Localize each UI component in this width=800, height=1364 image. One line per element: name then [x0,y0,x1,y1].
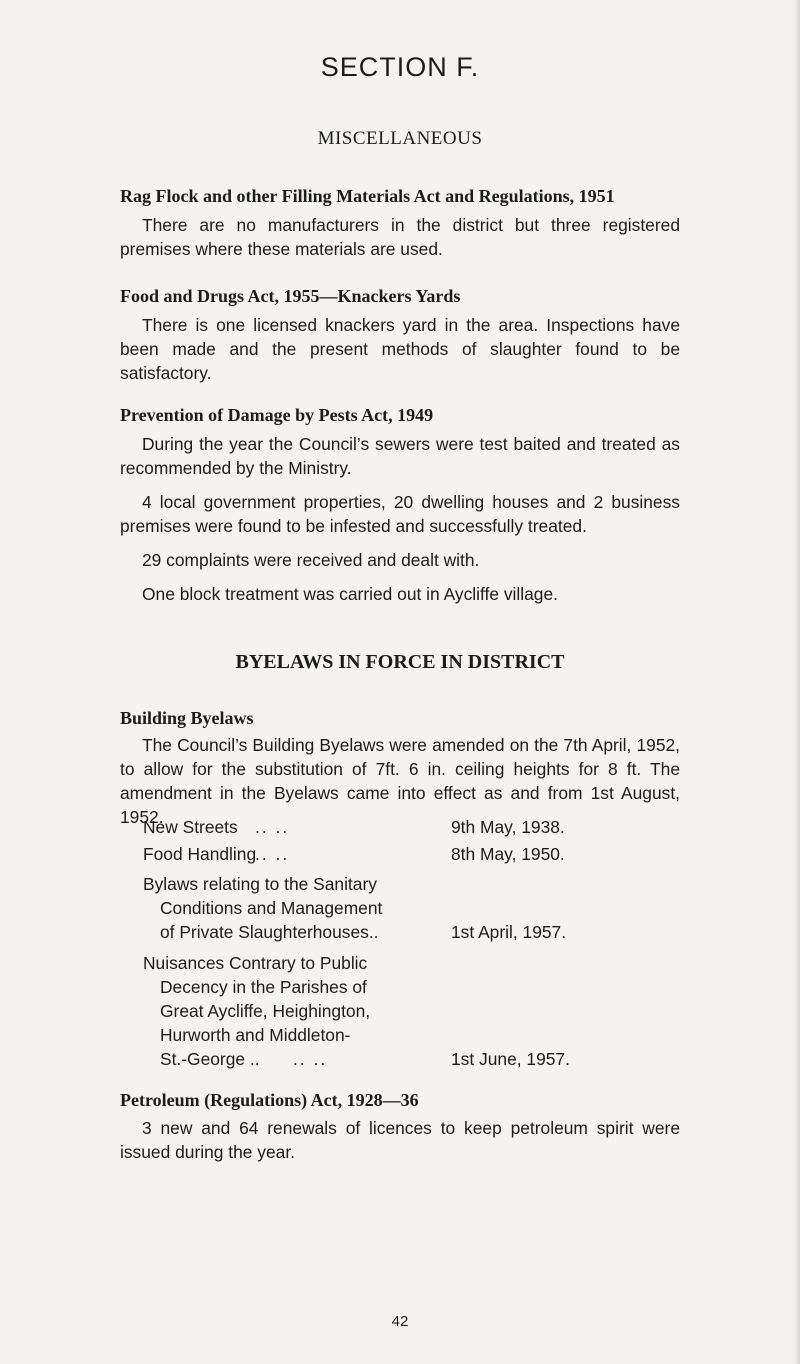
byelaw-row-label: New Streets [143,817,238,837]
byelaw-row-label: Conditions and Management [160,898,383,918]
byelaw-row-label: Bylaws relating to the Sanitary [143,874,377,894]
pests-heading: Prevention of Damage by Pests Act, 1949 [120,405,434,425]
byelaw-row-date: 9th May, 1938. [451,817,565,837]
page-edge-shadow [794,0,800,1364]
byelaw-row-label: of Private Slaughterhouses.. [160,922,379,942]
byelaw-row-label: Decency in the Parishes of [160,977,367,997]
rag-flock-text: There are no manufacturers in the district but three registered premises where these materials are used. [120,215,680,259]
byelaw-row-date: 8th May, 1950. [451,844,565,864]
byelaw-row-dots: .. .. [255,844,290,864]
petroleum-heading: Petroleum (Regulations) Act, 1928—36 [120,1090,419,1110]
byelaw-row-dots: .. .. [293,1049,328,1069]
pests-text-3: 29 complaints were received and dealt with. [142,550,480,570]
food-drugs-heading: Food and Drugs Act, 1955—Knackers Yards [120,286,461,306]
pests-text-1: During the year the Council’s sewers were test baited and treated as recommended by the Ministry. [120,434,680,478]
byelaw-row-label: Food Handling [143,844,257,864]
byelaw-row-dots: .. .. [255,817,290,837]
building-byelaws-heading: Building Byelaws [120,708,254,728]
byelaw-row-label: Hurworth and Middleton- [160,1025,351,1045]
page-number: 42 [391,1313,409,1330]
rag-flock-paragraph [120,213,680,261]
pests-paragraph-1 [120,432,680,480]
petroleum-paragraph [120,1116,680,1164]
petroleum-text: 3 new and 64 renewals of licences to keep petroleum spirit were issued during the year. [120,1118,680,1162]
food-drugs-text: There is one licensed knackers yard in the area. Inspections have been made and the present methods of slaughter found to be satisfactory. [120,315,680,383]
food-drugs-paragraph [120,313,680,385]
byelaw-row-label: Nuisances Contrary to Public [143,953,368,973]
byelaw-row-label: Great Aycliffe, Heighington, [160,1001,371,1021]
byelaw-row-date: 1st April, 1957. [451,922,567,942]
building-byelaws-paragraph [120,733,680,829]
pests-text-2: 4 local government properties, 20 dwelling houses and 2 business premises were found to be infested and successfully treated. [120,492,680,536]
byelaws-heading: BYELAWS IN FORCE IN DISTRICT [235,651,565,673]
section-title: SECTION F. [320,52,480,82]
building-byelaws-text: The Council’s Building Byelaws were amended on the 7th April, 1952, to allow for the substitution of 7ft. 6 in. ceiling heights for 8 ft. The amendment in the Byelaws came into effect as and from 1st August, 1952. [120,735,680,827]
section-subtitle: MISCELLANEOUS [317,128,483,149]
pests-paragraph-2 [120,490,680,538]
pests-text-4: One block treatment was carried out in Aycliffe village. [142,584,558,604]
byelaw-row-label: St.-George .. [160,1049,260,1069]
rag-flock-heading: Rag Flock and other Filling Materials Act and Regulations, 1951 [120,186,615,206]
pests-paragraph-4 [120,582,680,606]
pests-paragraph-3 [120,548,680,572]
byelaw-row-date: 1st June, 1957. [451,1049,570,1069]
